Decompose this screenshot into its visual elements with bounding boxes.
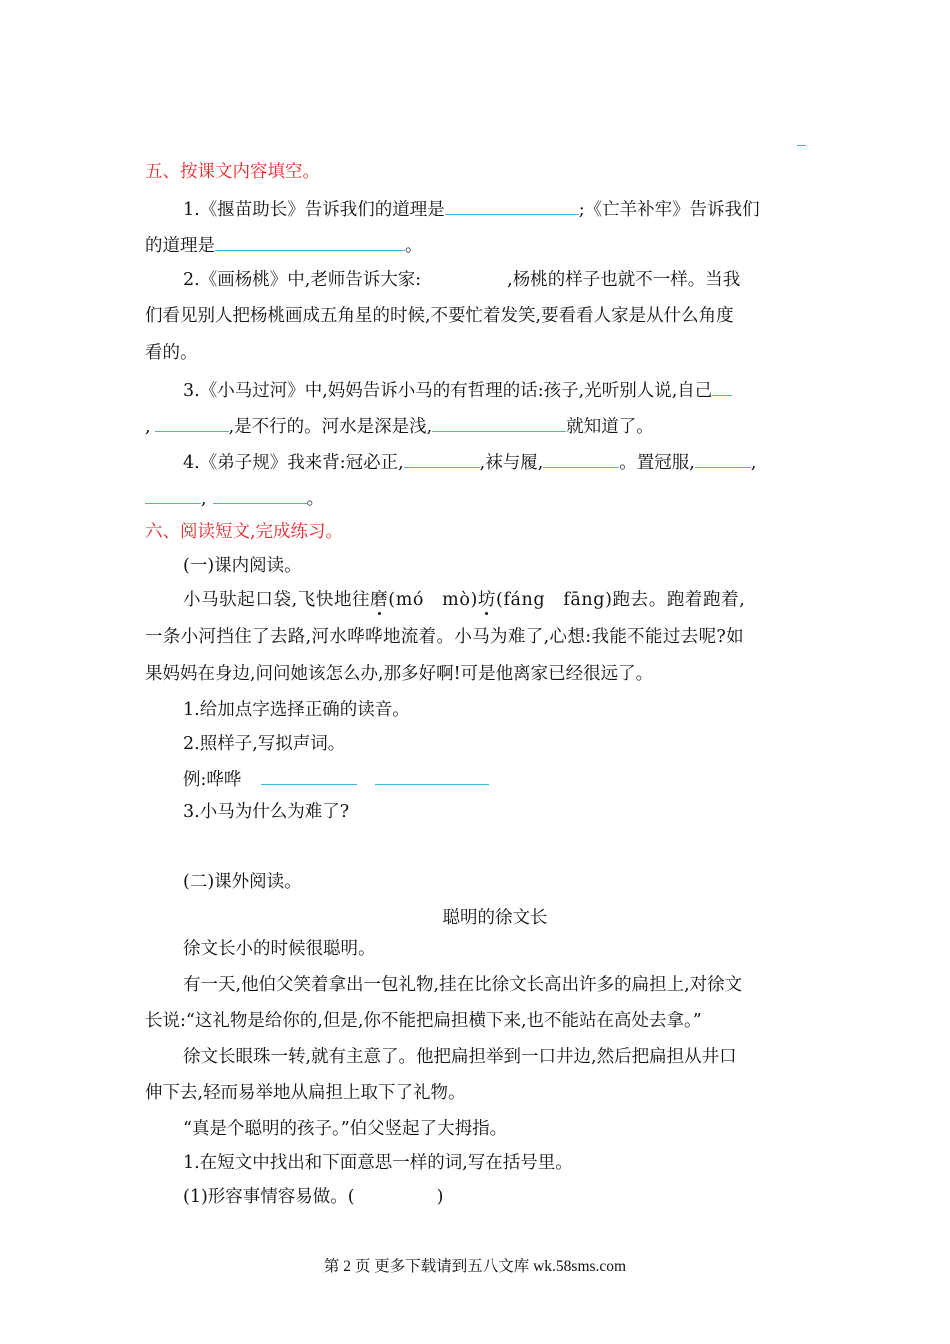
q1-text-c: 的道理是: [145, 236, 215, 256]
answer-blank[interactable]: [432, 413, 566, 432]
q3-text-c: ,是不行的。河水是深是浅,: [228, 417, 433, 437]
question-5-2: [183, 268, 740, 292]
corner-mark: [797, 145, 806, 146]
q4-text-c: 。置冠服,: [619, 453, 695, 473]
q2-text-b: ,杨桃的样子也就不一样。当我: [507, 270, 741, 290]
answer-blank[interactable]: [543, 449, 619, 468]
exercise-2-example: [183, 766, 489, 792]
q3-text-a: 3.《小马过河》中,妈妈告诉小马的有哲理的话:孩子,光听别人说,自己: [183, 381, 713, 401]
q1-end: 。: [405, 236, 423, 256]
section5-heading: 五、按课文内容填空。: [145, 162, 320, 182]
story-para-4: “真是个聪明的孩子。”伯父竖起了大拇指。: [183, 1119, 508, 1139]
answer-blank[interactable]: [261, 766, 357, 785]
question-5-1: [183, 196, 760, 222]
dotted-char: 磨: [370, 590, 389, 610]
section6-heading: 六、阅读短文,完成练习。: [145, 522, 344, 542]
passage1-line2: 一条小河挡住了去路,河水哗哗地流着。小马为难了,心想:我能不能过去呢?如: [145, 627, 745, 647]
q4-end: 。: [306, 489, 325, 509]
answer-blank[interactable]: [215, 232, 405, 251]
story-para-3-cont: 伸下去,轻而易举地从扁担上取下了礼物。: [145, 1083, 466, 1103]
answer-blank[interactable]: [712, 377, 732, 396]
story-title: 聪明的徐文长: [442, 908, 548, 928]
q1-text-b: ;《亡羊补牢》告诉我们: [578, 200, 760, 220]
close-paren: ): [436, 1187, 444, 1207]
q1-text-a: 1.《揠苗助长》告诉我们的道理是: [183, 200, 445, 220]
exercise-2: 2.照样子,写拟声词。: [183, 734, 346, 754]
story-para-3: 徐文长眼珠一转,就有主意了。他把扁担举到一口井边,然后把扁担从井口: [183, 1047, 737, 1067]
question-5-4: [183, 449, 756, 475]
answer-blank[interactable]: [375, 766, 489, 785]
page-footer: 第 2 页 更多下载请到五八文库 wk.58sms.com: [323, 1258, 627, 1275]
q4-comma-2: ,: [201, 489, 207, 509]
answer-blank[interactable]: [213, 485, 307, 504]
sub-question-text: (1)形容事情容易做。(: [183, 1187, 355, 1207]
exercise-3: 3.小马为什么为难了?: [183, 802, 350, 822]
q4-text-a: 4.《弟子规》我来背:冠必正,: [183, 453, 404, 473]
question-5-1-cont: [145, 232, 423, 258]
part1-title: (一)课内阅读。: [183, 556, 302, 576]
story-para-2: 有一天,他伯父笑着拿出一包礼物,挂在比徐文长高出许多的扁担上,对徐文: [183, 975, 743, 995]
part2-title: (二)课外阅读。: [183, 872, 302, 892]
question-5-3: [183, 377, 732, 403]
answer-blank[interactable]: [155, 413, 229, 432]
pinyin-options: (fáng fāng)跑去。跑着跑着,: [496, 590, 746, 610]
story-para-1: 徐文长小的时候很聪明。: [183, 939, 376, 959]
story-question-1-sub1: [183, 1185, 443, 1209]
answer-blank[interactable]: [695, 449, 751, 468]
story-question-1: 1.在短文中找出和下面意思一样的词,写在括号里。: [183, 1153, 573, 1173]
question-5-3-cont: [145, 413, 654, 439]
question-5-2-cont: 们看见别人把杨桃画成五角星的时候,不要忙着发笑,要看看人家是从什么角度: [145, 306, 734, 326]
passage-text: 小马驮起口袋,飞快地往: [183, 590, 371, 610]
question-5-2-end: 看的。: [145, 343, 198, 363]
q3-text-d: 就知道了。: [566, 417, 654, 437]
exercise-1: 1.给加点字选择正确的读音。: [183, 700, 410, 720]
story-para-2-cont: 长说:“这礼物是给你的,但是,你不能把扁担横下来,也不能站在高处去拿。”: [145, 1011, 702, 1031]
q3-comma: ,: [145, 417, 151, 437]
q4-text-b: ,袜与履,: [479, 453, 544, 473]
q4-comma: ,: [750, 453, 757, 473]
question-5-4-cont: [145, 485, 324, 511]
passage1-line3: 果妈妈在身边,问问她该怎么办,那多好啊!可是他离家已经很远了。: [145, 664, 654, 684]
q2-text-a: 2.《画杨桃》中,老师告诉大家:: [183, 270, 422, 290]
example-text: 例:哗哗: [183, 770, 242, 790]
answer-blank[interactable]: [145, 485, 201, 504]
answer-blank[interactable]: [404, 449, 480, 468]
pinyin-options: (mó mò): [388, 590, 478, 610]
passage1-line1: [183, 588, 745, 612]
dotted-char: 坊: [477, 590, 497, 610]
answer-blank[interactable]: [445, 196, 579, 215]
